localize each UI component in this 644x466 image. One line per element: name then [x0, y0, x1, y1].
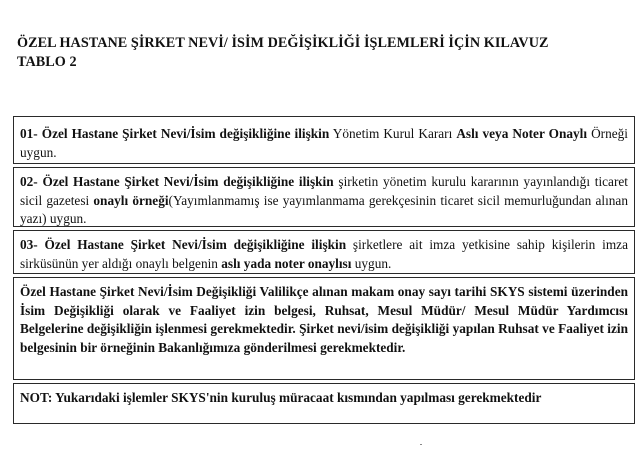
note-text: NOT: Yukarıdaki işlemler SKYS'nin kuruluş müracaat kısmından yapılması gerekmektedir [20, 390, 542, 405]
document-title [17, 34, 637, 72]
row-01-bold-lead: 01- Özel Hastane Şirket Nevi/İsim değişikliğine ilişkin [20, 126, 330, 141]
row-03-bold-emphasis: aslı yada noter onaylısı [221, 255, 352, 271]
title-line-1: ÖZEL HASTANE ŞİRKET NEVİ/ İSİM DEĞİŞİKLİĞİ İŞLEMLERİ İÇİN KILAVUZ [17, 35, 549, 51]
title-line-2: TABLO 2 [17, 54, 77, 70]
scan-speck [420, 444, 422, 445]
table-row-note [13, 383, 635, 424]
row-02-text: şirketin yönetim kurulu kararının yayınlandığı ticaret sicil gazetesi [20, 174, 628, 208]
guide-table [13, 116, 635, 424]
row-01-bold-emphasis: Aslı veya Noter Onaylı [456, 126, 588, 141]
notice-text: Özel Hastane Şirket Nevi/İsim Değişikliği Valilikçe alınan makam onay sayı tarihi SKYS sistemi üzerinden İsim Değişikliği olarak ve Faaliyet izin belgesi, Ruhsat, Mesul Müdür/ Mesul Müdür Yardımcısı Belgelerine değişikliğin işlenmesi gerekmektedir. Şirket nevi/isim değişikliği yapılan Ruhsat ve Faaliyet izin belgesinin bir örneğinin Bakanlığımıza gönderilmesi gerekmektedir. [20, 284, 628, 355]
row-03-text: şirketlere ait imza yetkisine sahip kişilerin imza sirküsünün yer aldığı onaylı belgenin [20, 237, 628, 271]
row-03-bold-lead: 03- Özel Hastane Şirket Nevi/İsim değişikliğine ilişkin [20, 237, 347, 252]
row-03-text-end: uygun. [351, 255, 392, 271]
table-row-notice [13, 277, 635, 380]
row-02-bold-emphasis: onaylı örneği [93, 192, 169, 208]
row-01-text: Yönetim Kurul Kararı [329, 126, 457, 141]
row-01-text-end: Örneği uygun. [20, 126, 629, 160]
table-row-03 [13, 230, 635, 274]
row-02-text-end: (Yayımlanmamış ise yayımlanmama gerekçesinin ticaret sicil memurluğundan alınan yazı) uygun. [20, 192, 628, 226]
table-row-01 [13, 116, 635, 164]
row-02-bold-lead: 02- Özel Hastane Şirket Nevi/İsim değişikliğine ilişkin [20, 174, 334, 189]
table-row-02 [13, 167, 635, 227]
